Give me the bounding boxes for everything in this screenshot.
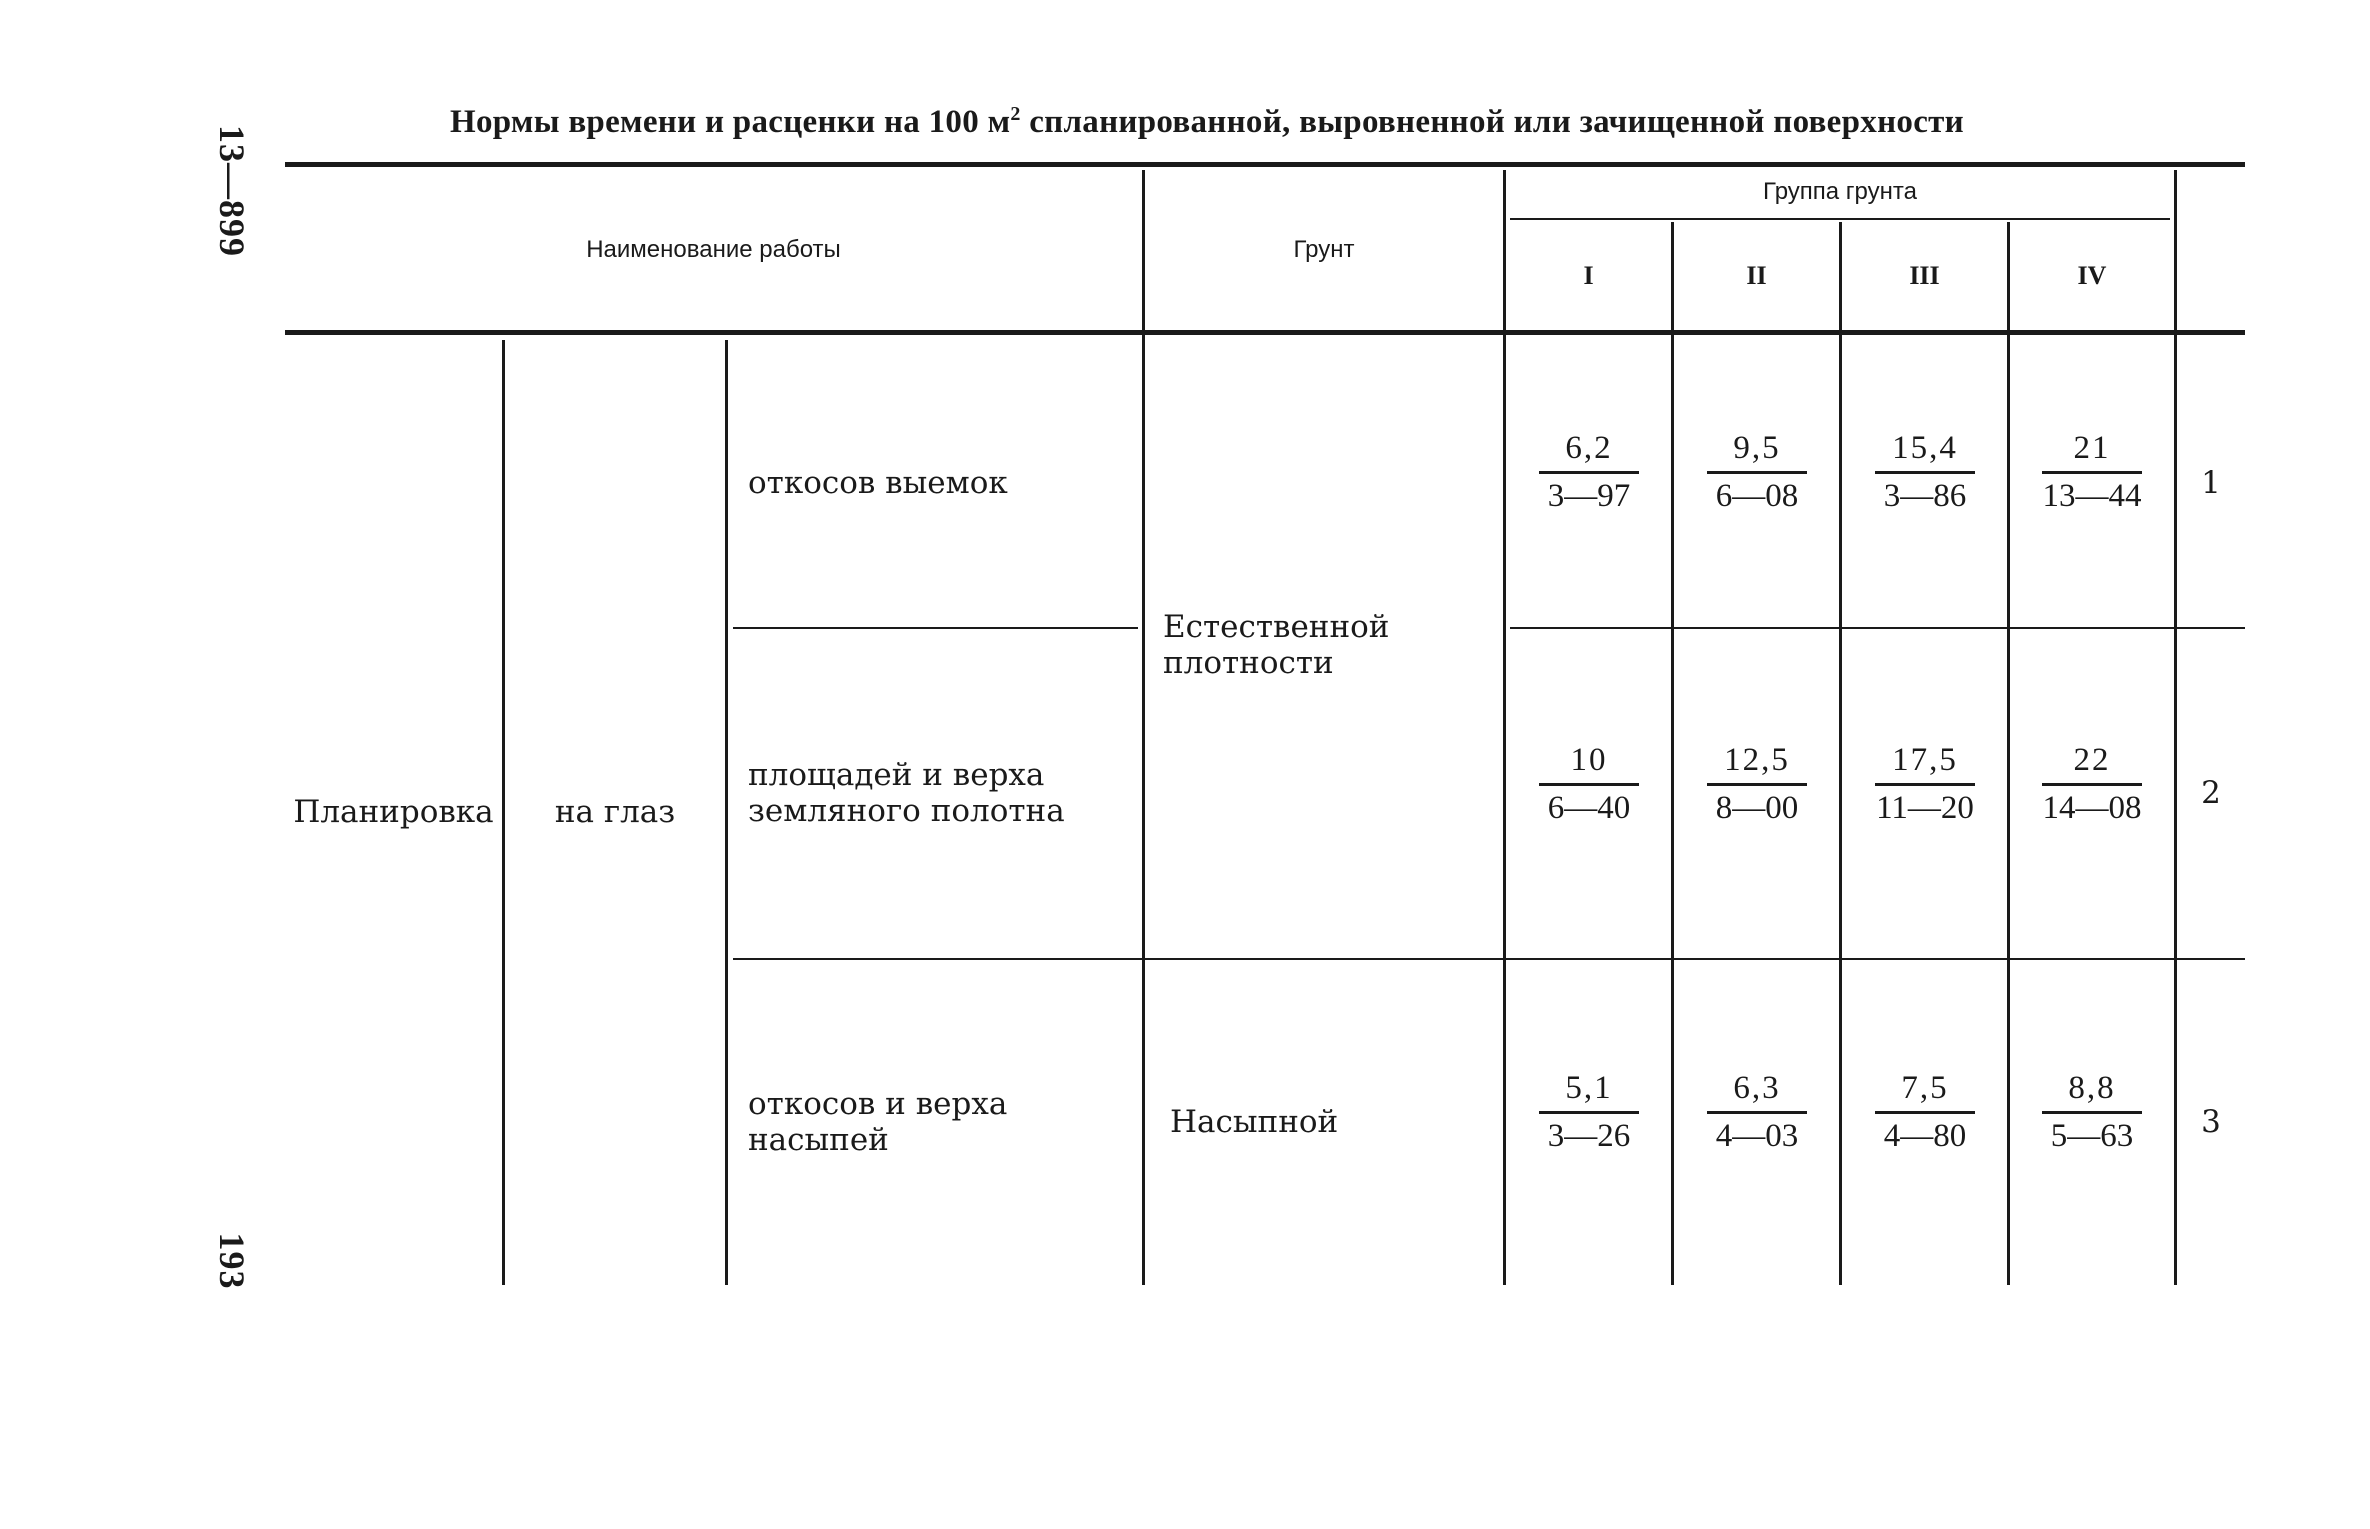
norm-value: 10 xyxy=(1570,742,1608,778)
row-divider-2 xyxy=(733,958,2245,960)
norm-value: 21 xyxy=(2073,430,2111,466)
rate-value: 6—40 xyxy=(1547,790,1631,826)
page-number: 193 xyxy=(212,1232,252,1290)
norm-value: 22 xyxy=(2073,742,2111,778)
row-3-group-iii xyxy=(1865,1070,1985,1155)
rate-value: 4—03 xyxy=(1715,1118,1799,1154)
col-rule-4 xyxy=(1503,170,1506,1285)
rate-value: 3—26 xyxy=(1547,1118,1631,1154)
rate-value: 3—86 xyxy=(1883,478,1967,514)
row-divider-1 xyxy=(733,627,1138,629)
rate-value: 8—00 xyxy=(1715,790,1799,826)
table-top-rule xyxy=(285,162,2245,167)
title-superscript: 2 xyxy=(1010,103,1021,125)
rate-value: 14—08 xyxy=(2042,790,2142,826)
group-subheader-rule xyxy=(1510,218,2170,220)
row-2-group-i xyxy=(1529,742,1649,827)
row-3-group-ii xyxy=(1697,1070,1817,1155)
document-code: 13—899 xyxy=(212,125,252,257)
row-2-object: площадей и верха земляного полотна xyxy=(748,757,1065,829)
work-main-cell: Планировка xyxy=(293,793,494,830)
norm-value: 12,5 xyxy=(1724,742,1790,778)
norm-value: 6,2 xyxy=(1565,430,1613,466)
col-rule-7 xyxy=(2007,222,2010,1285)
row-1-number: 1 xyxy=(2201,464,2221,501)
rate-value: 5—63 xyxy=(2050,1118,2134,1154)
row-2-group-ii xyxy=(1697,742,1817,827)
row-3-object: откосов и верха насыпей xyxy=(748,1086,1008,1158)
col-rule-3 xyxy=(1142,170,1145,1285)
row-2-group-iv xyxy=(2032,742,2152,827)
rate-value: 4—80 xyxy=(1883,1118,1967,1154)
header-group-i: I xyxy=(1583,261,1594,291)
row-1-group-ii xyxy=(1697,430,1817,515)
norm-value: 6,3 xyxy=(1733,1070,1781,1106)
soil-natural-text: Естественной плотности xyxy=(1163,609,1390,681)
header-group-ii: II xyxy=(1746,261,1767,291)
row-1-group-i xyxy=(1529,430,1649,515)
col-rule-5 xyxy=(1671,222,1674,1285)
page-title xyxy=(450,103,1964,141)
norm-value: 17,5 xyxy=(1892,742,1958,778)
header-work-name: Наименование работы xyxy=(586,236,841,264)
norm-value: 5,1 xyxy=(1565,1070,1613,1106)
header-soil-group: Группа грунта xyxy=(1763,178,1917,206)
title-text: Нормы времени и расценки на 100 м xyxy=(450,104,1011,140)
header-group-iv: IV xyxy=(2077,261,2107,291)
rate-value: 6—08 xyxy=(1715,478,1799,514)
rate-value: 3—97 xyxy=(1547,478,1631,514)
row-3-number: 3 xyxy=(2201,1104,2221,1141)
rate-value: 11—20 xyxy=(1876,790,1974,826)
row-divider-1b xyxy=(1510,627,2245,629)
norm-value: 7,5 xyxy=(1901,1070,1949,1106)
row-1-group-iii xyxy=(1865,430,1985,515)
row-1-object: откосов выемок xyxy=(748,464,1008,501)
header-bottom-rule xyxy=(285,330,2245,335)
col-rule-6 xyxy=(1839,222,1842,1285)
row-1-group-iv xyxy=(2032,430,2152,515)
soil-fill-cell: Насыпной xyxy=(1170,1104,1339,1141)
col-rule-2 xyxy=(725,340,728,1285)
row-3-group-iv xyxy=(2032,1070,2152,1155)
row-3-group-i xyxy=(1529,1070,1649,1155)
header-soil: Грунт xyxy=(1293,236,1355,264)
work-method-cell: на глаз xyxy=(554,793,676,830)
row-2-group-iii xyxy=(1865,742,1985,827)
row-2-number: 2 xyxy=(2201,775,2221,812)
soil-natural-cell xyxy=(1163,610,1498,690)
norm-value: 8,8 xyxy=(2068,1070,2116,1106)
rate-value: 13—44 xyxy=(2042,478,2142,514)
header-group-iii: III xyxy=(1909,261,1940,291)
norm-value: 15,4 xyxy=(1892,430,1958,466)
title-text-after: спланированной, выровненной или зачищенной поверхности xyxy=(1020,104,1964,140)
norm-value: 9,5 xyxy=(1733,430,1781,466)
